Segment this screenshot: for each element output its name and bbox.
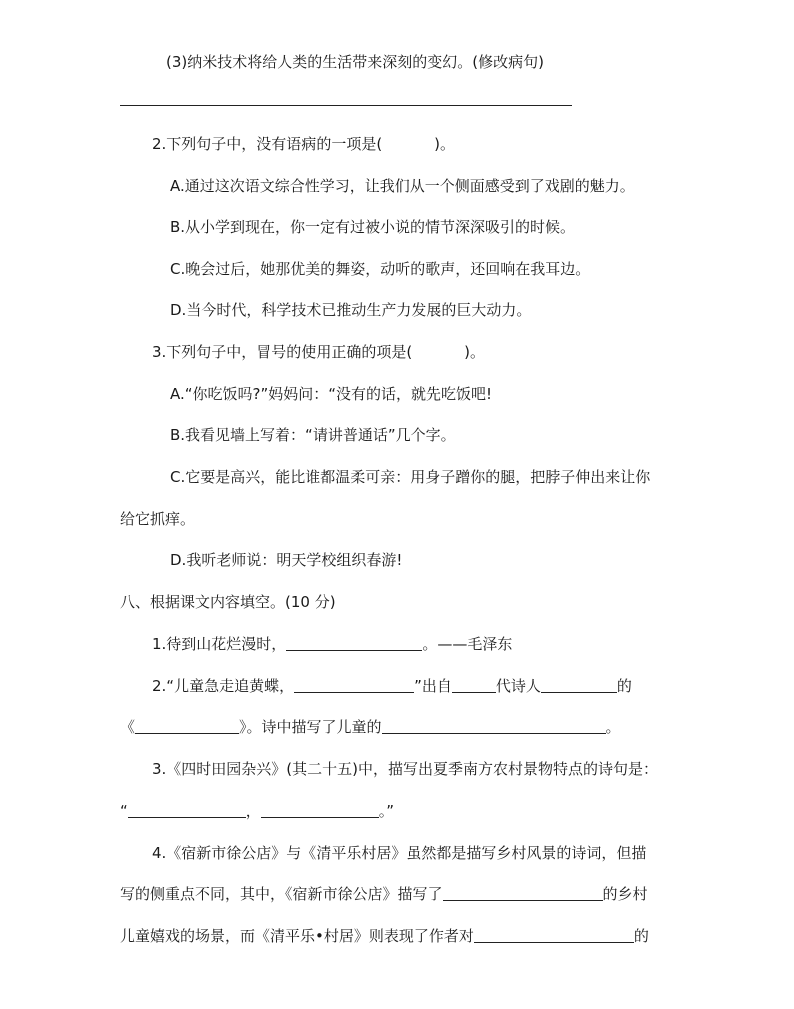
question-3-stem-end: )。	[464, 343, 486, 361]
question-2-option-a: A.通过这次语文综合性学习，让我们从一个侧面感受到了戏剧的魅力。	[170, 177, 635, 195]
question-3-option-b: B.我看见墙上写着：“请讲普通话”几个字。	[170, 426, 456, 444]
fill-blank[interactable]	[541, 677, 617, 693]
question-2-stem	[152, 134, 455, 154]
question-3-option-d: D.我听老师说：明天学校组织春游!	[170, 551, 403, 569]
fill-item-1	[152, 634, 512, 654]
fill-blank[interactable]	[286, 635, 422, 651]
fill-item-3-line1: 3.《四时田园杂兴》(其二十五)中，描写出夏季南方农村景物特点的诗句是：	[152, 760, 659, 778]
question-3-stem	[152, 342, 485, 362]
question-2-stem-text: 2.下列句子中，没有语病的一项是(	[152, 135, 383, 153]
fill-item-3-open-quote: “	[120, 802, 128, 820]
fill-item-2-source: ”出自	[414, 677, 452, 695]
fill-blank[interactable]	[443, 885, 603, 901]
fill-blank[interactable]	[452, 677, 496, 693]
fill-item-4-line1: 4.《宿新市徐公店》与《清平乐村居》虽然都是描写乡村风景的诗词，但描	[152, 844, 647, 862]
fill-blank[interactable]	[261, 802, 379, 818]
fill-item-4-text2: 儿童嬉戏的场景，而《清平乐•村居》则表现了作者对	[120, 927, 474, 945]
question-3-option-c-line1: C.它要是高兴，能比谁都温柔可亲：用身子蹭你的腿，把脖子伸出来让你	[170, 468, 651, 486]
fill-item-2-of: 的	[616, 677, 632, 695]
question-2-option-c: C.晚会过后，她那优美的舞姿，动听的歌声，还回响在我耳边。	[170, 260, 591, 278]
fill-blank[interactable]	[128, 802, 246, 818]
fill-item-2-desc: 》。诗中描写了儿童的	[239, 718, 382, 736]
answer-line	[120, 105, 572, 106]
fill-blank[interactable]	[135, 718, 239, 734]
section-8-title: 八、根据课文内容填空。(10 分)	[120, 593, 336, 611]
fill-item-2-text: 2.“儿童急走追黄蝶，	[152, 677, 295, 695]
fill-item-2-line2	[120, 717, 621, 737]
fill-item-1-text: 1.待到山花烂漫时，	[152, 635, 287, 653]
question-2-option-b: B.从小学到现在，你一定有过被小说的情节深深吸引的时候。	[170, 218, 576, 236]
question-fix-sentence: (3)纳米技术将给人类的生活带来深刻的变幻。(修改病句)	[166, 53, 544, 71]
fill-item-4-text: 写的侧重点不同，其中，《宿新市徐公店》描写了	[120, 885, 443, 903]
question-3-option-c-line2: 给它抓痒。	[120, 510, 196, 528]
fill-item-4-line2	[120, 884, 648, 904]
fill-blank[interactable]	[382, 718, 606, 734]
question-2-stem-end: )。	[434, 135, 456, 153]
fill-item-4-line3	[120, 926, 649, 946]
question-3-option-a: A.“你吃饭吗?”妈妈问：“没有的话，就先吃饭吧!	[170, 385, 493, 403]
fill-item-2-end: 。	[605, 718, 621, 736]
fill-item-1-author: 。——毛泽东	[422, 635, 513, 653]
fill-item-2-open-bracket: 《	[120, 718, 136, 736]
question-2-option-d: D.当今时代，科学技术已推动生产力发展的巨大动力。	[170, 301, 532, 319]
question-3-stem-text: 3.下列句子中，冒号的使用正确的项是(	[152, 343, 413, 361]
fill-item-3-end: 。”	[378, 802, 395, 820]
fill-item-2-poet: 代诗人	[495, 677, 541, 695]
fill-item-4-rural: 的乡村	[602, 885, 648, 903]
fill-blank[interactable]	[474, 927, 634, 943]
fill-item-3-line2	[120, 801, 394, 821]
fill-item-2-line1	[152, 676, 632, 696]
fill-item-3-comma: ，	[245, 802, 261, 820]
fill-blank[interactable]	[294, 677, 414, 693]
fill-item-4-of: 的	[633, 927, 649, 945]
